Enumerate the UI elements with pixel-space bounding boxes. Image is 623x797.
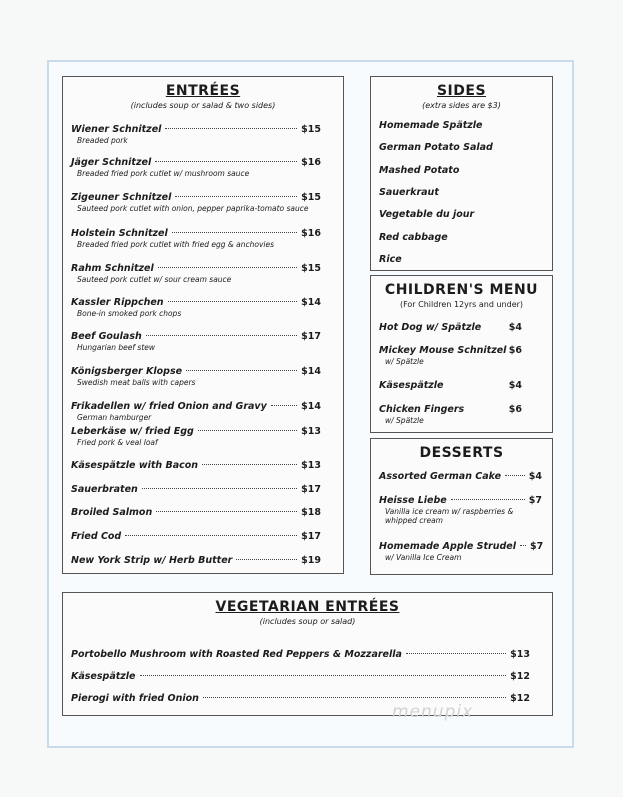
dot-leader <box>140 675 507 676</box>
menu-item-row <box>71 297 321 308</box>
menu-item-row <box>71 124 321 135</box>
childrens-menu-title: CHILDREN'S MENU <box>384 282 539 298</box>
menu-item <box>71 460 321 471</box>
dot-leader <box>203 697 506 698</box>
menu-item-name: Assorted German Cake <box>379 471 502 482</box>
menu-item-name: New York Strip w/ Herb Butter <box>71 555 233 566</box>
dot-leader <box>172 232 297 233</box>
side-item: Homemade Spätzle <box>379 120 483 131</box>
menu-item-description: Fried pork & veal loaf <box>77 438 158 447</box>
menu-item-name: Frikadellen w/ fried Onion and Gravy <box>71 401 267 412</box>
menu-item <box>71 331 321 352</box>
menu-item-price: $4 <box>508 322 522 333</box>
menu-item <box>379 495 542 525</box>
menu-item-row <box>379 541 542 552</box>
menu-item <box>71 671 530 682</box>
dot-leader <box>451 499 525 500</box>
menu-item-price: $13 <box>301 426 321 437</box>
menu-item <box>379 541 542 562</box>
dot-leader <box>236 559 297 560</box>
menu-item-description: Breaded pork <box>77 136 128 145</box>
side-item: Mashed Potato <box>379 164 460 176</box>
menu-item-price: $13 <box>301 460 321 471</box>
menu-item-price: $4 <box>528 471 542 482</box>
menu-item-name: Jäger Schnitzel <box>71 157 152 168</box>
dot-leader <box>198 430 297 431</box>
sides-title: SIDES <box>436 83 487 99</box>
menu-item-row <box>71 331 321 342</box>
menu-item-price: $15 <box>301 263 321 274</box>
menu-item-price: $7 <box>528 495 542 506</box>
menu-item <box>71 555 321 566</box>
menu-item <box>71 366 321 387</box>
menu-item-row <box>71 649 530 660</box>
menu-item-price: $12 <box>510 671 530 682</box>
menu-item-name: Heisse Liebe <box>379 495 447 506</box>
menu-item-price: $19 <box>301 555 321 566</box>
menu-item-price: $6 <box>508 345 522 356</box>
menu-item-description: Breaded fried pork cutlet with fried egg & anchovies <box>77 240 274 249</box>
menu-item-name: Käsespätzle with Bacon <box>71 460 199 471</box>
menu-item-description: Sauteed pork cutlet with onion, pepper paprika-tomato sauce <box>77 204 309 213</box>
side-item: Red cabbage <box>379 231 448 243</box>
menu-item-row <box>71 157 321 168</box>
dot-leader <box>146 335 297 336</box>
menu-item-price: $14 <box>301 297 321 308</box>
menu-item <box>71 228 321 249</box>
menu-item-name: Sauerbraten <box>71 484 138 495</box>
menu-item-name: Portobello Mushroom with Roasted Red Peppers & Mozzarella <box>71 649 402 660</box>
dot-leader <box>125 535 297 536</box>
vegetarian-title: VEGETARIAN ENTRÉES <box>215 599 400 615</box>
menu-item <box>71 124 321 145</box>
menu-item-row <box>379 345 522 356</box>
sides-section <box>370 76 553 271</box>
menu-item-price: $4 <box>508 380 522 391</box>
menu-item-row <box>71 460 321 471</box>
dot-leader <box>155 161 297 162</box>
menu-item-name: Leberkäse w/ fried Egg <box>71 426 194 437</box>
menu-item-row <box>71 555 321 566</box>
menu-item-name: Mickey Mouse Schnitzel <box>379 345 507 356</box>
watermark-logo: menupix <box>392 702 474 722</box>
menu-item <box>71 297 321 318</box>
dot-leader <box>158 267 297 268</box>
menu-item-description: w/ Vanilla Ice Cream <box>385 553 462 562</box>
menu-item-name: Broiled Salmon <box>71 507 153 518</box>
menu-item-name: Pierogi with fried Onion <box>71 693 199 704</box>
menu-item-row <box>71 671 530 682</box>
menu-item-description: German hamburger <box>77 413 152 422</box>
dot-leader <box>505 475 525 476</box>
menu-item-price: $15 <box>301 124 321 135</box>
menu-item-description: Bone-in smoked pork chops <box>77 309 182 318</box>
menu-item-description: Hungarian beef stew <box>77 343 156 352</box>
menu-item-price: $6 <box>508 404 522 415</box>
menu-item <box>71 263 321 284</box>
desserts-section <box>370 438 553 575</box>
dot-leader <box>406 653 506 654</box>
menu-item-price: $17 <box>301 484 321 495</box>
menu-item-name: Königsberger Klopse <box>71 366 183 377</box>
menu-item <box>379 471 542 482</box>
menu-item-price: $16 <box>301 157 321 168</box>
vegetarian-subtitle: (includes soup or salad) <box>259 617 356 626</box>
menu-item <box>379 345 522 366</box>
menu-item-row <box>71 192 321 203</box>
menu-item <box>379 322 522 333</box>
menu-item-name: Käsespätzle <box>379 380 444 391</box>
menu-item-row <box>71 507 321 518</box>
menu-item <box>71 649 530 660</box>
menu-item-price: $18 <box>301 507 321 518</box>
side-item: German Potato Salad <box>379 142 493 154</box>
menu-item-name: Beef Goulash <box>71 331 142 342</box>
menu-item-row <box>71 484 321 495</box>
menu-item-row <box>379 322 522 333</box>
menu-item-name: Fried Cod <box>71 531 122 542</box>
menu-item-description: Sauteed pork cutlet w/ sour cream sauce <box>77 275 232 284</box>
menu-item-row <box>379 495 542 506</box>
menu-item <box>379 380 522 391</box>
menu-item <box>71 192 321 213</box>
menu-item-description: w/ Spätzle <box>385 416 424 425</box>
entrees-title: ENTRÉES <box>165 83 241 99</box>
dot-leader <box>186 370 297 371</box>
menu-item <box>71 401 321 422</box>
menu-item-name: Rahm Schnitzel <box>71 263 154 274</box>
menu-item-row <box>71 263 321 274</box>
vegetarian-section <box>62 592 553 716</box>
side-item: Sauerkraut <box>379 186 439 198</box>
menu-item-row <box>379 404 522 415</box>
menu-item <box>71 157 321 178</box>
menu-item <box>71 531 321 542</box>
menu-item-price: $7 <box>529 541 544 552</box>
menu-item-price: $15 <box>301 192 321 203</box>
menu-item-row <box>71 228 321 239</box>
menu-item-price: $16 <box>301 228 321 239</box>
menu-item-description: Breaded fried pork cutlet w/ mushroom sauce <box>77 169 250 178</box>
menu-item <box>71 426 321 447</box>
menu-item <box>71 507 321 518</box>
menu-item-name: Käsespätzle <box>71 671 136 682</box>
menu-item <box>379 404 522 425</box>
menu-item-price: $17 <box>301 531 321 542</box>
menu-item-name: Zigeuner Schnitzel <box>71 192 172 203</box>
childrens-menu-section <box>370 275 553 433</box>
menu-item-row <box>379 380 522 391</box>
menu-item-price: $13 <box>510 649 530 660</box>
side-item: Vegetable du jour <box>379 209 475 221</box>
dot-leader <box>165 128 297 129</box>
entrees-section <box>62 76 344 574</box>
menu-item-description: w/ Spätzle <box>385 357 424 366</box>
menu-item-row <box>379 471 542 482</box>
menu-item-price: $14 <box>301 401 321 412</box>
entrees-subtitle: (includes soup or salad & two sides) <box>130 101 276 110</box>
sides-subtitle: (extra sides are $3) <box>422 101 501 110</box>
dot-leader <box>156 511 297 512</box>
menu-item-name: Homemade Apple Strudel <box>379 541 516 552</box>
dot-leader <box>168 301 298 302</box>
menu-item-price: $17 <box>301 331 321 342</box>
dot-leader <box>520 545 526 546</box>
menu-item-row <box>71 531 321 542</box>
menu-item-name: Kassler Rippchen <box>71 297 164 308</box>
menu-item-name: Chicken Fingers <box>379 404 465 415</box>
menu-item-description: Vanilla ice cream w/ raspberries & whipped cream <box>385 507 514 525</box>
menu-item-row <box>71 426 321 437</box>
menu-item-row <box>71 401 321 412</box>
dot-leader <box>142 488 297 489</box>
menu-item-name: Wiener Schnitzel <box>71 124 162 135</box>
menu-item-name: Holstein Schnitzel <box>71 228 168 239</box>
childrens-menu-subtitle: (For Children 12yrs and under) <box>399 300 524 309</box>
dot-leader <box>202 464 297 465</box>
side-item: Rice <box>379 253 402 265</box>
menu-item-name: Hot Dog w/ Spätzle <box>379 322 482 333</box>
menu-item <box>71 484 321 495</box>
dot-leader <box>175 196 297 197</box>
menu-item-price: $14 <box>301 366 321 377</box>
desserts-title: DESSERTS <box>419 445 504 461</box>
menu-item-description: Swedish meat balls with capers <box>77 378 196 387</box>
dot-leader <box>271 405 297 406</box>
menu-item-price: $12 <box>510 693 530 704</box>
menu-item-row <box>71 366 321 377</box>
